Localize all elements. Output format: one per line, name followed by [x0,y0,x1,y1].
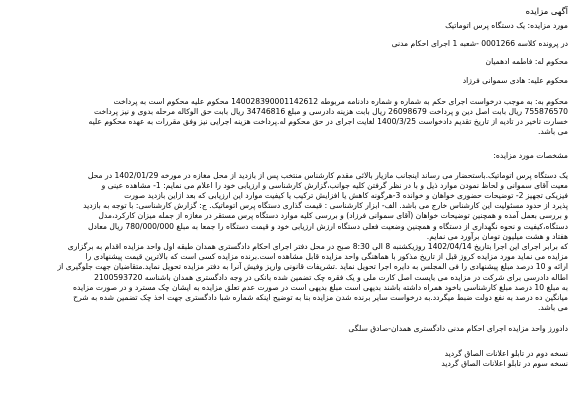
specs-line: و بررسی بعمل آمده و همچنین توضیحات خواهان (آقای سموانی فرزاد) و بررسی کلیه موارد دستگاه پرس مستقر در مغازه از جمله میزان کارکرد،مدل [98,211,568,221]
ruling-line: محکوم به: به موجب درخواست اجرای حکم به شماره و شماره دادنامه مربوطه 1400283900011426​12 محکوم علیه محکوم است به پرداخت [113,96,568,106]
ruling-line: 755876570 ریال بابت اصل دین و پرداخت 26098679 ریال بابت هزینه دادرسی و مبلغ 34746816 ریال بابت حق الوکاله مرحله بدوی و نیز پرداخت [94,107,568,117]
specs-line: دستگاه،کیفیت و نحوه نگهداری از دستگاه و همچنین وضعیت فعلی دستگاه ارزش ارزیابی خود و قیمت دستگاه را جمعا به مبلغ 780/000/000 ریال معادل [88,221,568,231]
creditor-name: محکوم له: فاطمه ادهمیان [485,57,568,67]
auction-terms-line: که برابر اجرای این اجرا بتاریخ 1402/04/14 روزیکشنبه 8 الی 8:30 صبح در محل دفتر اجرای احکام دادگستری همدان طبقه اول واحد مزایده اقدام به برگزاری [67,242,568,252]
specs-paragraph [8,171,568,242]
auction-terms-line: اطاله دادرسی برای شرکت در مزایده می بایست اصل کارت ملی و یک فقره چک تضمین شده بانکی در وجه دادگستری همدان باشناسه 2100593720 [94,272,568,282]
ruling-line: خسارت تاخیر در تادیه از تاریخ تقدیم دادخواست 1400/3/25 لغایت اجرای در حق محکوم له.پرداخت هزینه اجرایی نیز وفق مقررات به عهده محکوم علیه [88,117,568,127]
auction-terms-line: می باشد. [537,303,568,313]
auction-notice-document [8,4,568,409]
ruling-line: می باشد. [537,127,568,137]
auction-terms-line: مزایده می نماید مورد مزایده کروز قبل از تاریخ مذکور با هماهنگی واحد مزایده قابل مشاهده است.برنده مزایده کسی است که بالاترین قیمت پیشنهادی را [85,252,568,262]
specs-line: یک دستگاه پرس اتوماتیک.باستحضار می رساند اینجانب مازیار بالائی مقدم کارشناس منتخب پس از بازدید از محل مغازه در مورخه 1402/01/29 در محل [87,170,568,180]
auction-subject: مورد مزایده: یک دستگاه پرس اتوماتیک [445,21,568,30]
case-number-line: در پرونده کلاسه 0001266 -شعبه 1 اجرای احکام مدنی [391,39,568,49]
debtor-name: محکوم علیه: هادی سموانی فرزاد [462,75,568,85]
footer-posting-line: نسخه سوم در تابلو اعلانات الصاق گردید [441,358,568,368]
auction-terms-line: به مبلغ 10 درصد مبلغ کارشناسی باخود همراه داشته باشند بدیهی است مبلغ بدیهی است در صورت عدم تعلق مزایده به ایشان چک مسترد و در صورت مزایده [73,282,568,292]
auction-terms-line: میانگین ده درصد به نفع دولت ضبط میگردد.به درخواست سایر برنده شدن مزایده بنا به توضیح اینکه شماره شبا دادگستری جهت اخذ چک تضمین شده به شرح [73,293,568,303]
auction-terms-paragraph [8,242,568,313]
specs-line: پذیرد از حدود مسئولیت این کارشناس خارج می باشد. الف- ابزار کارشناسی : قیمت گذاری دستگاه پرس اتوماتیک. ج: گزارش کارشناسی: با توجه به بازدید [83,201,568,211]
footer-posting-line: نسخه دوم در تابلو اعلانات الصاق گردید [444,348,568,358]
specs-title: مشخصات مورد مزایده: [493,150,568,160]
notice-title: آگهی مزایده [525,6,568,16]
signature-line: دادورز واحد مزایده اجرای احکام مدنی دادگستری همدان-صادق سلگی [348,324,568,334]
specs-line: فیزیکی تجهیز 2- توضیحات حضوری خواهان و خوانده 3-هرگونه کاهش یا افزایش ترکیب یا کیفیت موارد این ارزیابی که بعد ازاین بازدید صورت [124,191,568,201]
auction-terms-line: ارائه و 10 درصد مبلغ پیشنهادی را فی المجلس به دایره اجرا تحویل نماید .تشریفات قانونی واریز وفیش آنرا به دفتر مزایده تحویل نماید.متقاضیان جهت جلوگیری از [57,262,568,272]
ruling-paragraph [8,97,568,138]
specs-line: معیت آقای سموانی و لحاظ نمودن موارد ذیل و با در نظر گرفتن کلیه جوانب،گزارش کارشناسی و ارزیابی خود را اعلام می نمایم: 1- مشاهده عینی و [101,180,568,190]
specs-line: هفتاد و هشت میلیون تومان برآورد می نمایم. [426,231,568,241]
